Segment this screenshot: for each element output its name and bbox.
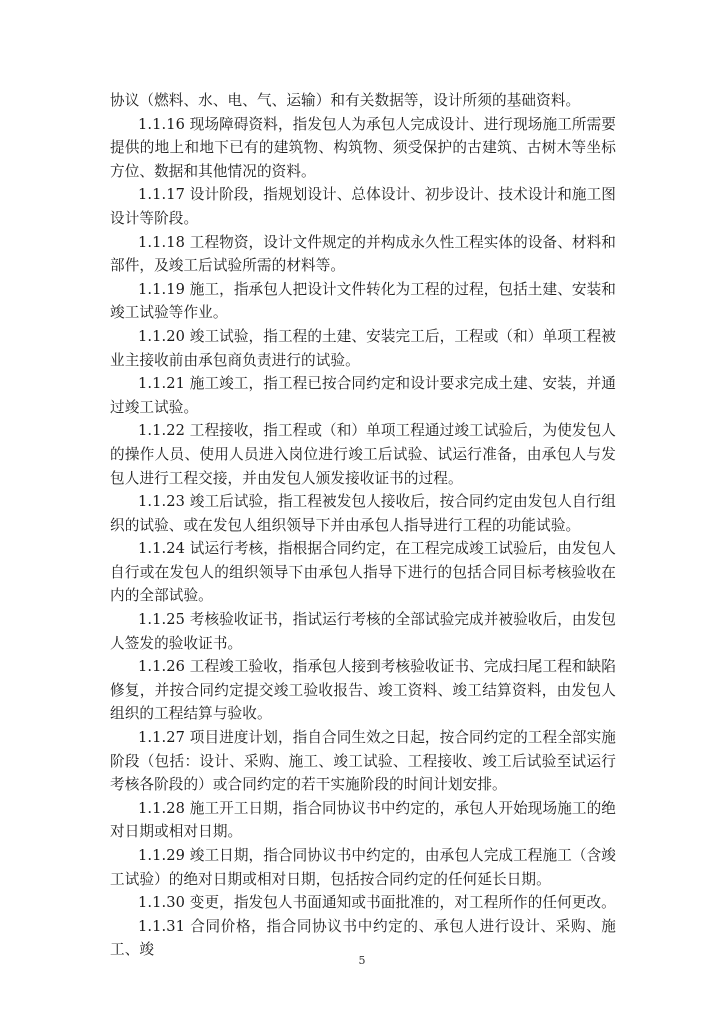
clause-paragraph: 1.1.28 施工开工日期，指合同协议书中约定的，承包人开始现场施工的绝对日期或相对日期。 [110,799,616,841]
clause-paragraph: 1.1.27 项目进度计划，指自合同生效之日起，按合同约定的工程全部实施阶段（包括：设计、采购、施工、竣工试验、工程接收、竣工后试验至试运行考核各阶段的）或合同约定的若干实施阶段的时间计划安排。 [110,729,616,794]
clause-paragraph: 1.1.26 工程竣工验收，指承包人接到考核验收证书、完成扫尾工程和缺陷修复，并按合同约定提交竣工验收报告、竣工资料、竣工结算资料，由发包人组织的工程结算与验收。 [110,658,616,723]
clause-paragraph: 1.1.20 竣工试验，指工程的土建、安装完工后，工程或（和）单项工程被业主接收前由承包商负责进行的试验。 [110,327,616,369]
page-number: 5 [358,954,366,967]
clause-paragraph: 1.1.18 工程物资，设计文件规定的并构成永久性工程实体的设备、材料和部件，及竣工后试验所需的材料等。 [110,233,616,275]
paragraph-continuation: 协议（燃料、水、电、气、运输）和有关数据等，设计所须的基础资料。 [110,92,581,109]
clause-paragraph: 1.1.22 工程接收，指工程或（和）单项工程通过竣工试验后，为使发包人的操作人员、使用人员进入岗位进行竣工后试验、试运行准备，由承包人与发包人进行工程交接，并由发包人颁发接收证书的过程。 [110,422,616,487]
clause-paragraph: 1.1.16 现场障碍资料，指发包人为承包人完成设计、进行现场施工所需要提供的地上和地下已有的建筑物、构筑物、须受保护的古建筑、古树木等坐标方位、数据和其他情况的资料。 [110,115,616,180]
clause-paragraph: 1.1.25 考核验收证书，指试运行考核的全部试验完成并被验收后，由发包人签发的验收证书。 [110,611,616,652]
clause-paragraph: 1.1.29 竣工日期，指合同协议书中约定的，由承包人完成工程施工（含竣工试验）的绝对日期或相对日期，包括按合同约定的任何延长日期。 [110,847,616,888]
clause-paragraph: 1.1.23 竣工后试验，指工程被发包人接收后，按合同约定由发包人自行组织的试验、或在发包人组织领导下并由承包人指导进行工程的功能试验。 [110,493,616,534]
clause-paragraph: 1.1.19 施工，指承包人把设计文件转化为工程的过程，包括土建、安装和竣工试验等作业。 [110,280,616,322]
clause-paragraph: 1.1.30 变更，指发包人书面通知或书面批准的，对工程所作的任何更改。 [138,894,616,912]
clause-paragraph: 1.1.21 施工竣工，指工程已按合同约定和设计要求完成土建、安装，并通过竣工试验。 [110,375,616,416]
clause-paragraph: 1.1.31 合同价格，指合同协议书中约定的、承包人进行设计、采购、施工、竣 [110,917,616,959]
clause-paragraph: 1.1.17 设计阶段，指规划设计、总体设计、初步设计、技术设计和施工图设计等阶段。 [110,186,616,227]
clause-paragraph: 1.1.24 试运行考核，指根据合同约定，在工程完成竣工试验后，由发包人自行或在发包人的组织领导下由承包人指导下进行的包括合同目标考核验收在内的全部试验。 [110,540,616,605]
document-body [110,89,616,962]
